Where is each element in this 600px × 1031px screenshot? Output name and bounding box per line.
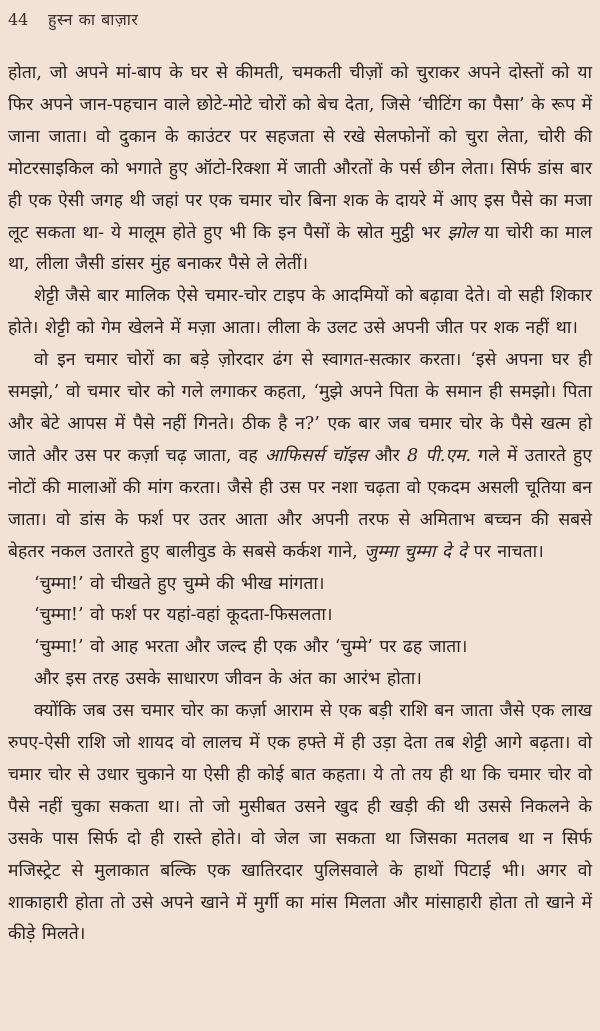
italic-term: 8 पी.एम. (407, 445, 472, 466)
paragraph (8, 696, 592, 951)
text-segment: वो इन चमार चोरों का बड़े ज़ोरदार ढंग से स्वागत-सत्कार करता। ‘इसे अपना घर ही समझो,’ वो चमार चोर को गले लगाकर कहता, ‘मुझे अपने पिता के समान ही समझो। पिता और बेटे आपस में पैसे नहीं गिनते। ठीक है न?’ एक बार जब चमार चोर के पैसे खत्म हो जाते और उस पर कर्ज़ा चढ़ जाता, वह (8, 350, 592, 466)
paragraph (8, 664, 592, 696)
italic-term: झोल (447, 222, 478, 243)
paragraph (8, 569, 592, 601)
text-segment: गले में उतारते हुए नोटों की मालाओं की मांग करता। जैसे ही उस पर नशा चढ़ता वो एकदम असली चूतिया बन जाता। वो डांस के फर्श पर उतर आता और अपनी तरफ से अमिताभ बच्चन की सबसे बेहतर नकल उतारते हुए बालीवुड के सबसे कर्कश गाने, (8, 445, 593, 562)
page-number: 44 (8, 10, 29, 29)
page-header (8, 8, 588, 34)
text-body (8, 58, 592, 951)
text-segment: शेट्टी जैसे बार मालिक ऐसे चमार-चोर टाइप के आदमियों को बढ़ावा देते। वो सही शिकार होते। शेट्टी को गेम खेलने में मज़ा आता। लीला के उलट उसे अपनी जीत पर शक नहीं था। (8, 286, 592, 339)
text-segment: ‘चुम्मा!’ वो चीखते हुए चुम्मे की भीख मांगता। (34, 573, 325, 594)
text-segment: होता, जो अपने मां-बाप के घर से कीमती, चमकती चीज़ों को चुराकर अपने दोस्तों को या फिर अपने जान-पहचान वाले छोटे-मोटे चोरों को बेच देता, जिसे ‘चीटिंग का पैसा’ के रूप में जाना जाता। वो दुकान के काउंटर पर सहजता से रखे सेलफोनों को चुरा लेता, चोरी की मोटरसाइकिल को भगाते हुए ऑटो-रिक्शा में जाती औरतों के पर्स छीन लेता। सिर्फ डांस बार ही एक ऐसी जगह थी जहां पर एक चमार चोर बिना शक के दायरे में आए इस पैसे का मजा लूट सकता था- ये मालूम होते हुए भी कि इन पैसों के स्रोत मुट्ठी भर (8, 63, 592, 243)
italic-term: जुम्मा चुम्मा दे दे (364, 541, 468, 562)
text-segment: क्योंकि जब उस चमार चोर का कर्ज़ा आराम से एक बड़ी राशि बन जाता जैसे एक लाख रुपए-ऐसी राशि जो शायद वो लालच में एक हफ्ते में ही उड़ा देता तब शेट्टी आगे बढ़ता। वो चमार चोर से उधार चुकाने या ऐसी ही कोई बात कहता। ये तो तय ही था कि चमार चोर वो पैसे नहीं चुका सकता था। तो जो मुसीबत उसने खुद ही खड़ी की थी उससे निकलने के उसके पास सिर्फ दो ही रास्ते होते। वो जेल जा सकता था जिसका मतलब था न सिर्फ मजिस्ट्रेट से मुलाकात बल्कि एक खातिरदार पुलिसवाले के हाथों पिटाई भी। अगर वो शाकाहारी होता तो उसे अपने खाने में मुर्गी का मांस मिलता और मांसाहारी होता तो खाने में कीड़े मिलते। (8, 701, 592, 945)
text-segment: ‘चुम्मा!’ वो फर्श पर यहां-वहां कूदता-फिसलता। (34, 605, 333, 626)
text-segment: और इस तरह उसके साधारण जीवन के अंत का आरंभ होता। (34, 669, 422, 690)
paragraph (8, 600, 592, 632)
text-segment: और (367, 445, 407, 466)
paragraph (8, 58, 592, 281)
italic-term: आफिसर्स चॉइस (264, 445, 368, 466)
text-segment: या चोरी का माल था, लीला जैसी डांसर मुंह बनाकर पैसे ले लेतीं। (8, 222, 592, 275)
text-segment: पर नाचता। (467, 541, 544, 562)
running-head: हुस्न का बाज़ार (48, 10, 139, 29)
paragraph (8, 632, 592, 664)
paragraph (8, 345, 592, 568)
paragraph (8, 281, 592, 345)
text-segment: ‘चुम्मा!’ वो आह भरता और जल्द ही एक और ‘चुम्मे’ पर ढह जाता। (34, 637, 468, 658)
